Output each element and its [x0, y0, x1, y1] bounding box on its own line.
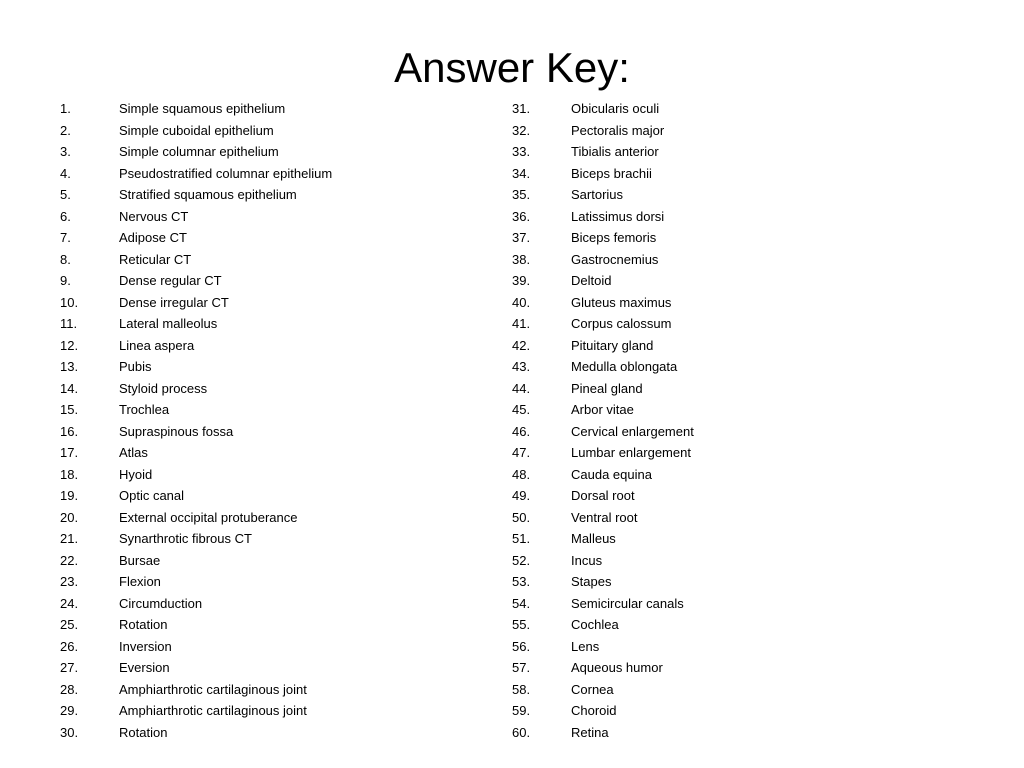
item-number: 40.	[512, 294, 531, 310]
item-answer: Synarthrotic fibrous CT	[119, 531, 252, 546]
item-answer: Dense regular CT	[119, 273, 222, 288]
list-item	[60, 184, 480, 206]
item-number: 19.	[60, 488, 79, 503]
item-answer: Biceps femoris	[571, 230, 657, 245]
item-number: 30.	[60, 724, 79, 740]
item-answer: Lateral malleolus	[119, 316, 218, 331]
list-item	[512, 292, 972, 314]
item-answer: Cochlea	[571, 617, 619, 632]
page-title: Answer Key:	[394, 44, 630, 91]
item-answer: Inversion	[119, 638, 172, 654]
item-number: 43.	[512, 359, 531, 374]
item-answer: Corpus calossum	[571, 316, 672, 331]
list-item	[512, 399, 972, 421]
item-number: 51.	[512, 531, 531, 546]
item-answer: Hyoid	[119, 466, 153, 482]
item-number: 7.	[60, 230, 71, 245]
item-number: 59.	[512, 703, 531, 718]
list-item	[60, 722, 480, 744]
list-item	[512, 657, 972, 679]
item-answer: Nervous CT	[119, 208, 189, 224]
list-item	[60, 700, 480, 722]
item-answer: External occipital protuberance	[119, 509, 298, 525]
item-number: 44.	[512, 380, 531, 396]
item-answer: Trochlea	[119, 402, 170, 417]
item-answer: Pseudostratified columnar epithelium	[119, 165, 333, 181]
item-number: 11.	[60, 316, 78, 331]
item-number: 3.	[60, 144, 71, 159]
list-item	[60, 292, 480, 314]
item-answer: Pectoralis major	[571, 122, 665, 138]
item-number: 5.	[60, 187, 71, 202]
item-answer: Dense irregular CT	[119, 294, 229, 310]
item-answer: Latissimus dorsi	[571, 208, 665, 224]
item-number: 60.	[512, 724, 531, 740]
answer-list-left	[60, 98, 480, 743]
item-number: 34.	[512, 165, 531, 181]
item-number: 55.	[512, 617, 531, 632]
list-item	[512, 528, 972, 550]
list-item	[60, 442, 480, 464]
item-answer: Aqueous humor	[571, 660, 663, 675]
item-answer: Reticular CT	[119, 251, 192, 267]
list-item	[512, 421, 972, 443]
list-item	[60, 356, 480, 378]
item-number: 32.	[512, 122, 531, 138]
item-answer: Cauda equina	[571, 466, 652, 482]
list-item	[512, 485, 972, 507]
list-item	[60, 614, 480, 636]
list-item	[512, 636, 972, 658]
list-item	[512, 614, 972, 636]
item-answer: Circumduction	[119, 595, 203, 611]
item-number: 9.	[60, 273, 71, 288]
item-answer: Cornea	[571, 681, 614, 697]
list-item	[60, 206, 480, 228]
item-number: 23.	[60, 574, 79, 589]
item-answer: Rotation	[119, 617, 168, 632]
list-item	[60, 313, 480, 335]
list-item	[512, 442, 972, 464]
item-number: 24.	[60, 595, 79, 611]
item-answer: Medulla oblongata	[571, 359, 678, 374]
item-answer: Simple cuboidal epithelium	[119, 122, 274, 138]
item-answer: Semicircular canals	[571, 595, 684, 611]
item-number: 29.	[60, 703, 79, 718]
item-answer: Pubis	[119, 359, 152, 374]
list-item	[512, 227, 972, 249]
item-answer: Lumbar enlargement	[571, 445, 691, 460]
item-number: 37.	[512, 230, 531, 245]
item-number: 50.	[512, 509, 531, 525]
item-number: 52.	[512, 552, 531, 568]
list-item	[60, 485, 480, 507]
item-number: 26.	[60, 638, 79, 654]
item-number: 27.	[60, 660, 79, 675]
item-number: 41.	[512, 316, 531, 331]
list-item	[512, 550, 972, 572]
item-answer: Eversion	[119, 660, 170, 675]
item-number: 38.	[512, 251, 531, 267]
list-item	[512, 722, 972, 744]
item-answer: Tibialis anterior	[571, 144, 659, 159]
item-number: 15.	[60, 402, 79, 417]
item-number: 16.	[60, 423, 79, 439]
item-number: 21.	[60, 531, 79, 546]
item-number: 42.	[512, 337, 531, 353]
list-item	[60, 571, 480, 593]
item-answer: Biceps brachii	[571, 165, 652, 181]
list-item	[60, 636, 480, 658]
item-number: 13.	[60, 359, 79, 374]
item-number: 1.	[60, 101, 71, 116]
item-number: 22.	[60, 552, 79, 568]
list-item	[512, 120, 972, 142]
list-item	[512, 270, 972, 292]
item-number: 6.	[60, 208, 71, 224]
item-answer: Arbor vitae	[571, 402, 634, 417]
list-item	[60, 464, 480, 486]
list-item	[512, 206, 972, 228]
item-number: 35.	[512, 187, 531, 202]
list-item	[512, 356, 972, 378]
list-item	[512, 249, 972, 271]
list-item	[512, 163, 972, 185]
list-item	[512, 98, 972, 120]
item-answer: Ventral root	[571, 509, 638, 525]
list-item	[512, 335, 972, 357]
item-number: 18.	[60, 466, 79, 482]
list-item	[512, 679, 972, 701]
item-number: 25.	[60, 617, 79, 632]
list-item	[60, 249, 480, 271]
item-number: 2.	[60, 122, 71, 138]
item-answer: Amphiarthrotic cartilaginous joint	[119, 703, 307, 718]
list-item	[60, 163, 480, 185]
item-answer: Malleus	[571, 531, 616, 546]
item-answer: Simple columnar epithelium	[119, 144, 279, 159]
list-item	[60, 378, 480, 400]
item-number: 17.	[60, 445, 79, 460]
list-item	[60, 227, 480, 249]
item-answer: Adipose CT	[119, 230, 187, 245]
list-item	[60, 593, 480, 615]
item-number: 36.	[512, 208, 531, 224]
list-item	[60, 141, 480, 163]
item-answer: Sartorius	[571, 187, 624, 202]
list-item	[512, 313, 972, 335]
list-item	[60, 399, 480, 421]
list-item	[512, 571, 972, 593]
item-number: 47.	[512, 445, 531, 460]
list-item	[60, 679, 480, 701]
list-item	[512, 507, 972, 529]
item-number: 54.	[512, 595, 531, 611]
list-item	[60, 335, 480, 357]
item-number: 57.	[512, 660, 531, 675]
item-answer: Amphiarthrotic cartilaginous joint	[119, 681, 307, 697]
item-answer: Dorsal root	[571, 488, 635, 503]
item-answer: Gluteus maximus	[571, 294, 672, 310]
item-number: 14.	[60, 380, 79, 396]
item-answer: Rotation	[119, 724, 168, 740]
list-item	[512, 184, 972, 206]
list-item	[60, 421, 480, 443]
item-number: 48.	[512, 466, 531, 482]
item-answer: Supraspinous fossa	[119, 423, 234, 439]
item-number: 58.	[512, 681, 531, 697]
item-answer: Pineal gland	[571, 380, 643, 396]
list-item	[60, 120, 480, 142]
item-answer: Optic canal	[119, 488, 185, 503]
item-answer: Pituitary gland	[571, 337, 654, 353]
list-item	[512, 700, 972, 722]
item-answer: Cervical enlargement	[571, 423, 694, 439]
item-answer: Bursae	[119, 552, 161, 568]
item-answer: Gastrocnemius	[571, 251, 659, 267]
item-answer: Stratified squamous epithelium	[119, 187, 297, 202]
item-answer: Choroid	[571, 703, 617, 718]
item-answer: Simple squamous epithelium	[119, 101, 286, 116]
item-answer: Linea aspera	[119, 337, 195, 353]
item-number: 4.	[60, 165, 71, 181]
item-number: 45.	[512, 402, 531, 417]
list-item	[60, 507, 480, 529]
item-number: 12.	[60, 337, 79, 353]
item-number: 28.	[60, 681, 79, 697]
list-item	[60, 657, 480, 679]
item-number: 10.	[60, 294, 79, 310]
item-answer: Retina	[571, 724, 609, 740]
item-number: 49.	[512, 488, 531, 503]
list-item	[512, 141, 972, 163]
list-item	[60, 98, 480, 120]
item-number: 31.	[512, 101, 531, 116]
list-item	[512, 464, 972, 486]
item-answer: Lens	[571, 638, 600, 654]
item-number: 8.	[60, 251, 71, 267]
item-number: 46.	[512, 423, 531, 439]
list-item	[512, 593, 972, 615]
item-answer: Incus	[571, 552, 603, 568]
list-item	[60, 528, 480, 550]
item-answer: Deltoid	[571, 273, 612, 288]
item-number: 56.	[512, 638, 531, 654]
answer-list-right	[512, 98, 972, 743]
item-number: 33.	[512, 144, 531, 159]
list-item	[60, 550, 480, 572]
item-number: 53.	[512, 574, 531, 589]
item-number: 39.	[512, 273, 531, 288]
list-item	[512, 378, 972, 400]
item-number: 20.	[60, 509, 79, 525]
item-answer: Flexion	[119, 574, 161, 589]
list-item	[60, 270, 480, 292]
item-answer: Styloid process	[119, 380, 208, 396]
item-answer: Atlas	[119, 445, 148, 460]
item-answer: Stapes	[571, 574, 612, 589]
item-answer: Obicularis oculi	[571, 101, 660, 116]
